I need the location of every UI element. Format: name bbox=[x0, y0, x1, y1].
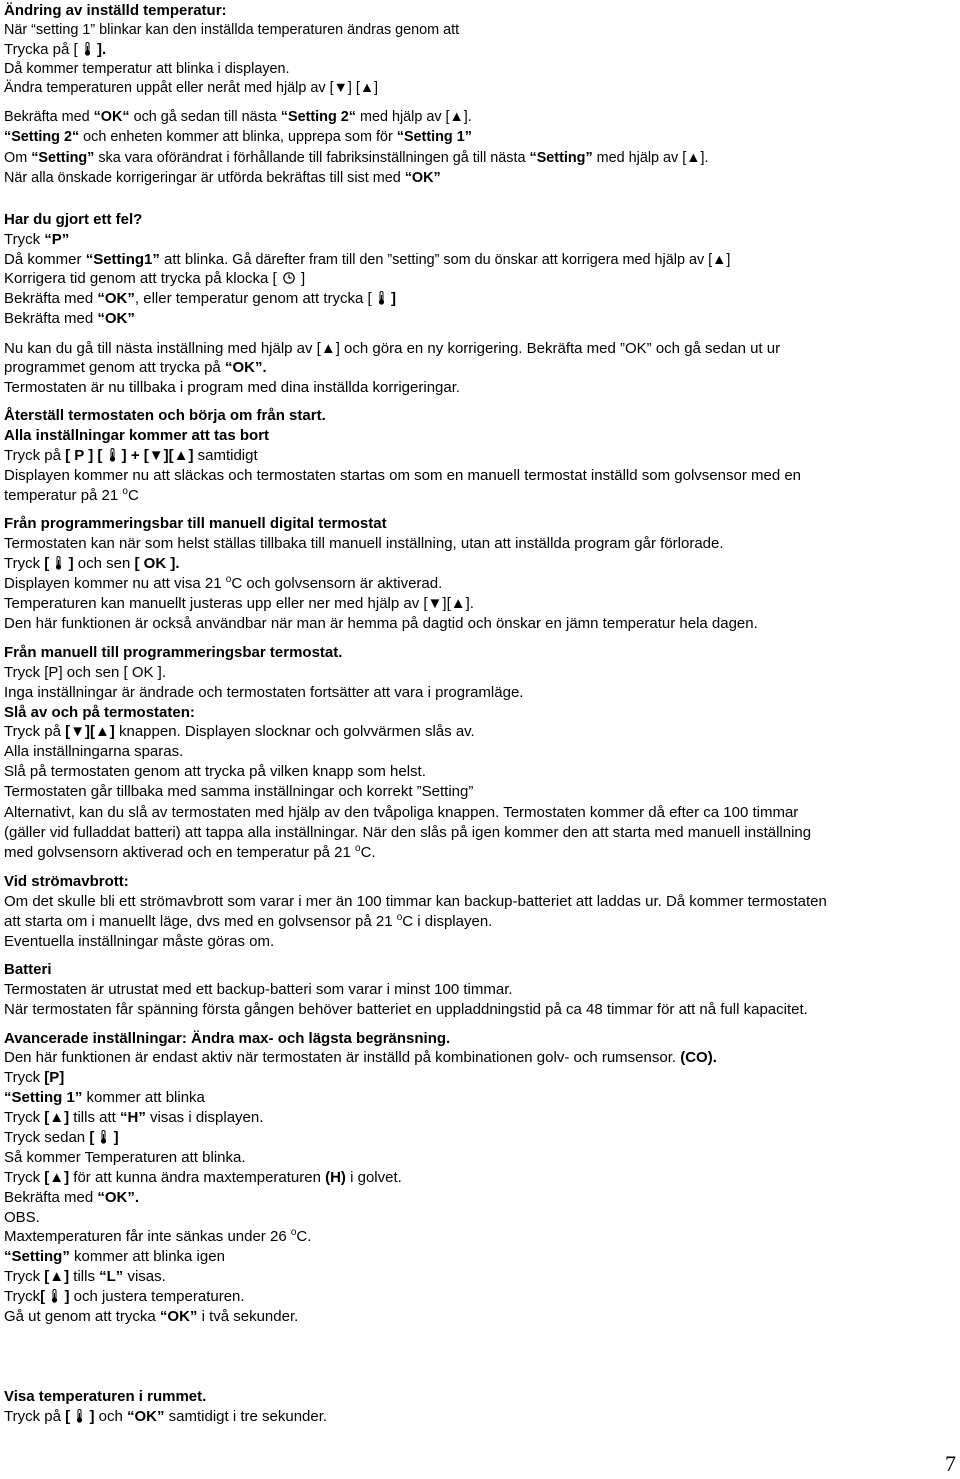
text-line: Korrigera tid genom att trycka på klocka [ ] bbox=[4, 270, 306, 287]
heading-reset: Återställ termostaten och börja om från start. bbox=[4, 407, 326, 424]
heading-battery: Batteri bbox=[4, 961, 52, 978]
text-line: Ändra temperaturen uppåt eller neråt med hjälp av [▼] [▲] bbox=[4, 80, 379, 96]
text-line: Om det skulle bli ett strömavbrott som varar i mer än 100 timmar kan backup-batteriet att laddas ur. Då kommer termostaten bbox=[4, 893, 827, 910]
text-line: Den här funktionen är endast aktiv när termostaten är inställd på kombinationen golv- och rumsensor. (CO). bbox=[4, 1049, 717, 1066]
text-line: temperatur på 21 $^o$C bbox=[4, 486, 139, 504]
text-line: Displayen kommer nu att släckas och termostaten startas om som en manuell termostat inställd som golvsensor med en bbox=[4, 467, 802, 484]
text-line: “Setting 1” kommer att blinka bbox=[4, 1089, 205, 1106]
text-line: (gäller vid fulladdat batteri) att tappa alla inställningar. När den slås på igen kommer den att starta med manuell inställning bbox=[4, 824, 812, 841]
thermometer-icon bbox=[100, 1130, 107, 1144]
text-line: Alla inställningarna sparas. bbox=[4, 743, 184, 760]
heading-mistake: Har du gjort ett fel? bbox=[4, 211, 143, 228]
text-line: Eventuella inställningar måste göras om. bbox=[4, 933, 275, 950]
text-line: Om “Setting” ska vara oförändrat i förhållande till fabriksinställningen gå till nästa “Setting” med hjälp av [▲]. bbox=[4, 150, 709, 166]
thermometer-icon bbox=[55, 556, 62, 570]
text-line: Maxtemperaturen får inte sänkas under 26 $^o$C. bbox=[4, 1227, 312, 1245]
text-line: “Setting” kommer att blinka igen bbox=[4, 1248, 225, 1265]
page-number: 7 bbox=[945, 1451, 956, 1476]
text-line: Tryck “P” bbox=[4, 231, 70, 248]
text-line: Bekräfta med “OK“ och gå sedan till nästa “Setting 2“ med hjälp av [▲]. bbox=[4, 109, 472, 125]
text-line: Bekräfta med “OK” bbox=[4, 310, 135, 327]
text-line: OBS. bbox=[4, 1209, 40, 1226]
heading-advanced: Avancerade inställningar: Ändra max- och lägsta begränsning. bbox=[4, 1030, 451, 1047]
heading-to-manual: Från programmeringsbar till manuell digital termostat bbox=[4, 515, 387, 532]
heading-change-temperature: Ändring av inställd temperatur: bbox=[4, 2, 227, 19]
text-line: programmet genom att trycka på “OK”. bbox=[4, 359, 267, 376]
text-line: Nu kan du gå till nästa inställning med hjälp av [▲] och göra en ny korrigering. Bekräfta med ”OK” och gå sedan ut ur bbox=[4, 340, 781, 357]
text-line: Tryck på [▼][▲] knappen. Displayen slocknar och golvvärmen slås av. bbox=[4, 723, 475, 740]
text-line: När “setting 1” blinkar kan den inställda temperaturen ändras genom att bbox=[4, 22, 460, 38]
text-line: Tryck [▲] tills att “H” visas i displayen. bbox=[4, 1109, 264, 1126]
heading-show-room-temp: Visa temperaturen i rummet. bbox=[4, 1388, 207, 1405]
text-line: Den här funktionen är också användbar när man är hemma på dagtid och önskar en jämn temperatur hela dagen. bbox=[4, 615, 758, 632]
clock-icon bbox=[283, 272, 295, 284]
text-line: Tryck [P] bbox=[4, 1069, 65, 1086]
text-line: När termostaten får spänning första gången behöver batteriet en uppladdningstid på ca 48 timmar för att nå full kapacitet. bbox=[4, 1001, 808, 1018]
thermometer-icon bbox=[109, 448, 116, 462]
heading-power-outage: Vid strömavbrott: bbox=[4, 873, 129, 890]
text-line: Tryck [ ] och sen [ OK ]. bbox=[4, 555, 180, 572]
text-line: “Setting 2“ och enheten kommer att blinka, upprepa som för “Setting 1” bbox=[4, 129, 472, 145]
heading-to-programmable: Från manuell till programmeringsbar termostat. bbox=[4, 644, 343, 661]
text-line: Tryck [P] och sen [ OK ]. bbox=[4, 664, 166, 681]
thermometer-icon bbox=[378, 291, 385, 305]
text-line: Då kommer temperatur att blinka i displayen. bbox=[4, 61, 290, 77]
text-line: Displayen kommer nu att visa 21 $^o$C och golvsensorn är aktiverad. bbox=[4, 574, 443, 592]
text-line: Temperaturen kan manuellt justeras upp eller ner med hjälp av [▼][▲]. bbox=[4, 595, 474, 612]
text-line: Bekräfta med “OK”, eller temperatur genom att trycka [ ] bbox=[4, 290, 396, 307]
text-line: Inga inställningar är ändrade och termostaten fortsätter att vara i programläge. bbox=[4, 684, 524, 701]
text-line: Termostaten kan när som helst ställas tillbaka till manuell inställning, utan att inställda program går förlorade. bbox=[4, 535, 724, 552]
text-line: Slå på termostaten genom att trycka på vilken knapp som helst. bbox=[4, 763, 426, 780]
text-line: Bekräfta med “OK”. bbox=[4, 1189, 140, 1206]
text-line: Alla inställningar kommer att tas bort bbox=[4, 427, 270, 444]
text-line: Tryck[ ] och justera temperaturen. bbox=[4, 1288, 245, 1305]
thermometer-icon bbox=[76, 1409, 83, 1423]
text-line: Gå ut genom att trycka “OK” i två sekunder. bbox=[4, 1308, 299, 1325]
text-line: Så kommer Temperaturen att blinka. bbox=[4, 1149, 246, 1166]
text-line: Tryck [▲] tills “L” visas. bbox=[4, 1268, 166, 1285]
text-line: När alla önskade korrigeringar är utförda bekräftas till sist med “OK” bbox=[4, 170, 441, 186]
text-line: Termostaten är utrustat med ett backup-batteri som varar i minst 100 timmar. bbox=[4, 981, 513, 998]
thermometer-icon bbox=[84, 42, 91, 56]
text-line: med golvsensorn aktiverad och en temperatur på 21 $^o$C. bbox=[4, 843, 376, 861]
text-line: Tryck sedan [ ] bbox=[4, 1129, 119, 1146]
text-line: Alternativt, kan du slå av termostaten med hjälp av den tvåpoliga knappen. Termostaten kommer då efter ca 100 timmar bbox=[4, 804, 799, 821]
text-line: att starta om i manuellt läge, dvs med en golvsensor på 21 $^o$C i displayen. bbox=[4, 912, 493, 930]
text-line: Termostaten går tillbaka med samma inställningar och korrekt ”Setting” bbox=[4, 783, 474, 800]
text-line: Trycka på [ ]. bbox=[4, 41, 107, 58]
text-line: Då kommer “Setting1” att blinka. Gå därefter fram till den ”setting” som du önskar att korrigera med hjälp av [▲] bbox=[4, 251, 731, 268]
text-line: Tryck [▲] för att kunna ändra maxtemperaturen (H) i golvet. bbox=[4, 1169, 402, 1186]
heading-on-off: Slå av och på termostaten: bbox=[4, 704, 195, 721]
text-line: Tryck på [ ] och “OK” samtidigt i tre sekunder. bbox=[4, 1408, 328, 1425]
text-line: Tryck på [ P ] [ ] + [▼][▲] samtidigt bbox=[4, 447, 258, 464]
thermometer-icon bbox=[51, 1289, 58, 1303]
text-line: Termostaten är nu tillbaka i program med dina inställda korrigeringar. bbox=[4, 379, 461, 396]
